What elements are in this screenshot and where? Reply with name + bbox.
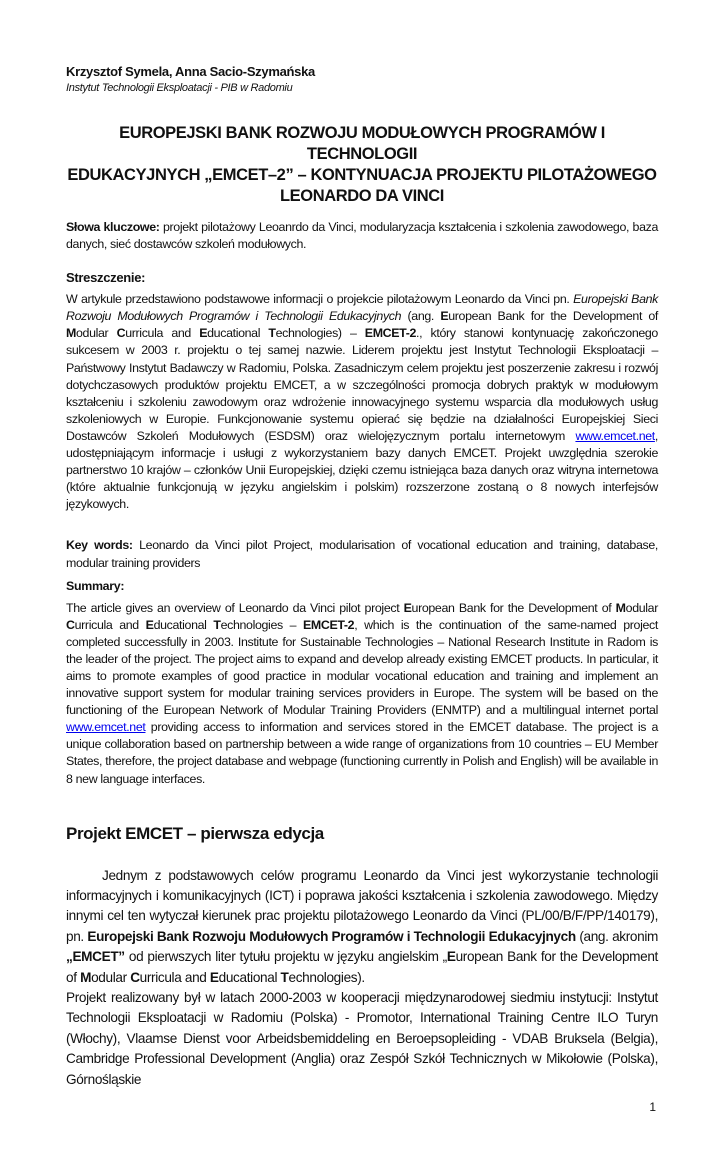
text-run: Leonardo da Vinci pilot Project, modularisation of vocational education and training, database, modular training providers xyxy=(66,538,658,570)
section-paragraph-1 xyxy=(66,866,658,988)
text-run: M xyxy=(80,969,92,985)
section-body xyxy=(66,866,658,1090)
text-run: Projekt realizowany był w latach 2000-2003 w kooperacji międzynarodowej siedmiu instytucji: Instytut Technologii Eksploatacji w Radomiu (Polska) - Promotor, International Training Centre ILO Turyn (Włochy), Vlaamse Dienst voor Arbeidsbemiddeling en Beroepsopleiding - VDAB Bruksela (Belgia), Cambridge Professional Development (Anglia) oraz Zespół Szkół Technicznych w Mikołowie (Polska), Górnośląskie xyxy=(66,990,658,1087)
affiliation: Instytut Technologii Eksploatacji - PIB w Radomiu xyxy=(66,82,293,94)
text-run: urricula and xyxy=(125,326,200,341)
text-run: Słowa kluczowe: xyxy=(66,220,160,234)
text-run: M xyxy=(615,600,626,615)
document-title xyxy=(66,123,658,207)
text-run: E xyxy=(145,617,154,632)
keywords-pl xyxy=(66,219,658,253)
text-run: Europejski Bank Rozwoju Modułowych Programów i Technologii Edukacyjnych xyxy=(66,292,658,324)
text-run: „EMCET” xyxy=(66,949,125,965)
text-run: E xyxy=(446,949,456,965)
text-run: E xyxy=(440,309,449,324)
website-link[interactable]: www.emcet.net xyxy=(575,428,655,443)
text-run: C xyxy=(66,617,75,632)
text-run: C xyxy=(116,326,126,341)
text-run: Europejski Bank Rozwoju Modułowych Programów i Technologii Edukacyjnych xyxy=(87,928,576,944)
text-run: T xyxy=(268,326,276,341)
text-run: projekt pilotażowy Leoanrdo da Vinci, modularyzacja kształcenia i szkolenia zawodowego, baza danych, sieć dostawców szkoleń modułowych. xyxy=(66,220,658,252)
section-heading: Projekt EMCET – pierwsza edycja xyxy=(66,823,324,843)
text-run: , udostępniającym informacje i usługi z wykorzystaniem bazy danych EMCET. Projekt uwzględnia szerokie partnerstwo 10 krajów – członków Unii Europejskiej, dzięki czemu istniejąca baza danych oraz witryna internetowa (które aktualnie funkcjonują w języku angielskim i polskim) rozszerzone zostaną o 8 nowych interfejsów językowych. xyxy=(66,428,658,512)
text-run: (ang. akronim xyxy=(575,928,658,944)
text-run: EMCET-2 xyxy=(364,326,417,341)
text-run: C xyxy=(130,969,140,985)
text-run: echnologies). xyxy=(288,969,365,985)
abstract-heading: Streszczenie: xyxy=(66,270,146,286)
text-run: ducational xyxy=(153,617,214,632)
text-run: The article gives an overview of Leonardo da Vinci pilot project xyxy=(66,600,404,615)
text-run: E xyxy=(209,969,219,985)
summary-heading: Summary: xyxy=(66,578,125,593)
title-line: EDUKACYJNYCH „EMCET–2” – KONTYNUACJA PROJEKTU PILOTAŻOWEGO xyxy=(67,166,657,184)
text-run: od pierwszych liter tytułu projektu w języku angielskim „ xyxy=(124,949,447,965)
section-paragraph-2 xyxy=(66,988,658,1090)
text-run: Key words: xyxy=(66,538,133,553)
text-run: echnologies – xyxy=(220,617,303,632)
text-run: odular xyxy=(625,600,658,615)
page-number: 1 xyxy=(649,1100,656,1115)
keywords-en xyxy=(66,537,658,571)
text-run: EMCET-2 xyxy=(302,617,355,632)
text-run: T xyxy=(213,617,221,632)
text-run: E xyxy=(403,600,412,615)
text-run: echnologies) – xyxy=(275,326,365,341)
text-run: (ang. xyxy=(401,309,441,324)
text-run: urricula and xyxy=(139,969,210,985)
text-run: ., który stanowi kontynuację zakończonego sukcesem w 2003 r. projektu o tej samej nazwie. Liderem projektu jest Instytut Technologii Eksploatacji – Państwowy Instytut Badawczy w Radomiu, Polska. Zasadniczym celem projektu jest poszerzenie zakresu i rozwój dotychczasowych produktów projektu EMCET, a w szczególności promocja dobrych praktyk w modułowym kształceniu i szkoleniu zawodowym oraz wdrożenie innowacyjnego systemu wsparcia dla modułowych usług szkoleniowych w Europie. Funkcjonowanie systemu opierać się będzie na działalności Europejskiej Sieci Dostawców Szkoleń Modułowych (ESDSM) oraz wielojęzycznym portalu internetowym xyxy=(66,326,658,443)
text-run: Jednym z podstawowych celów programu Leonardo da Vinci jest wykorzystanie technologii informacyjnych i komunikacyjnych (ICT) i poprawa jakości kształcenia i szkolenia zawodowego. Między innymi cel ten wytyczał kierunek prac projektu pilotażowego Leonardo da Vinci (PL/00/B/F/PP/140179), pn. xyxy=(66,867,658,944)
abstract-paragraph xyxy=(66,291,658,513)
title-line: EUROPEJSKI BANK ROZWOJU MODUŁOWYCH PROGRAMÓW I TECHNOLOGII xyxy=(119,124,605,163)
text-run: ducational xyxy=(207,326,269,341)
text-run: providing access to information and services stored in the EMCET database. The project is a unique collaboration based on partnership between a wide range of organizations from 10 countries – EU Member States, therefore, the project database and webpage (functioning currently in Polish and English) will be available in 8 new language interfaces. xyxy=(66,720,658,786)
text-run: odular xyxy=(91,969,131,985)
text-run: W artykule przedstawiono podstawowe informacji o projekcie pilotażowym Leonardo da Vinci pn. xyxy=(66,292,574,307)
text-run: M xyxy=(66,326,76,341)
text-run: urricula and xyxy=(74,617,146,632)
author-names: Krzysztof Symela, Anna Sacio-Szymańska xyxy=(66,64,315,79)
text-run: ducational xyxy=(218,969,281,985)
summary-paragraph xyxy=(66,600,658,788)
website-link[interactable]: www.emcet.net xyxy=(66,720,146,735)
text-run: uropean Bank for the Development of xyxy=(411,600,616,615)
text-run: uropean Bank for the Development of xyxy=(66,949,658,985)
text-run: , which is the continuation of the same-named project completed successfully in 2003. Institute for Sustainable Technologies – National Research Institute in Radom is the leader of the project. The project aims to expand and develop already existing EMCET products. In particular, it aims to promote examples of good practice in modular vocational education and training and implement an innovative support system for modular training services providers in Europe. The system will be based on the functioning of the European Network of Modular Training Providers (ENMTP) and a multilingual internet portal xyxy=(66,617,658,718)
text-run: E xyxy=(199,326,208,341)
text-run: T xyxy=(280,969,289,985)
title-line: LEONARDO DA VINCI xyxy=(279,187,444,205)
text-run: uropean Bank for the Development of xyxy=(448,309,658,324)
text-run: odular xyxy=(75,326,117,341)
